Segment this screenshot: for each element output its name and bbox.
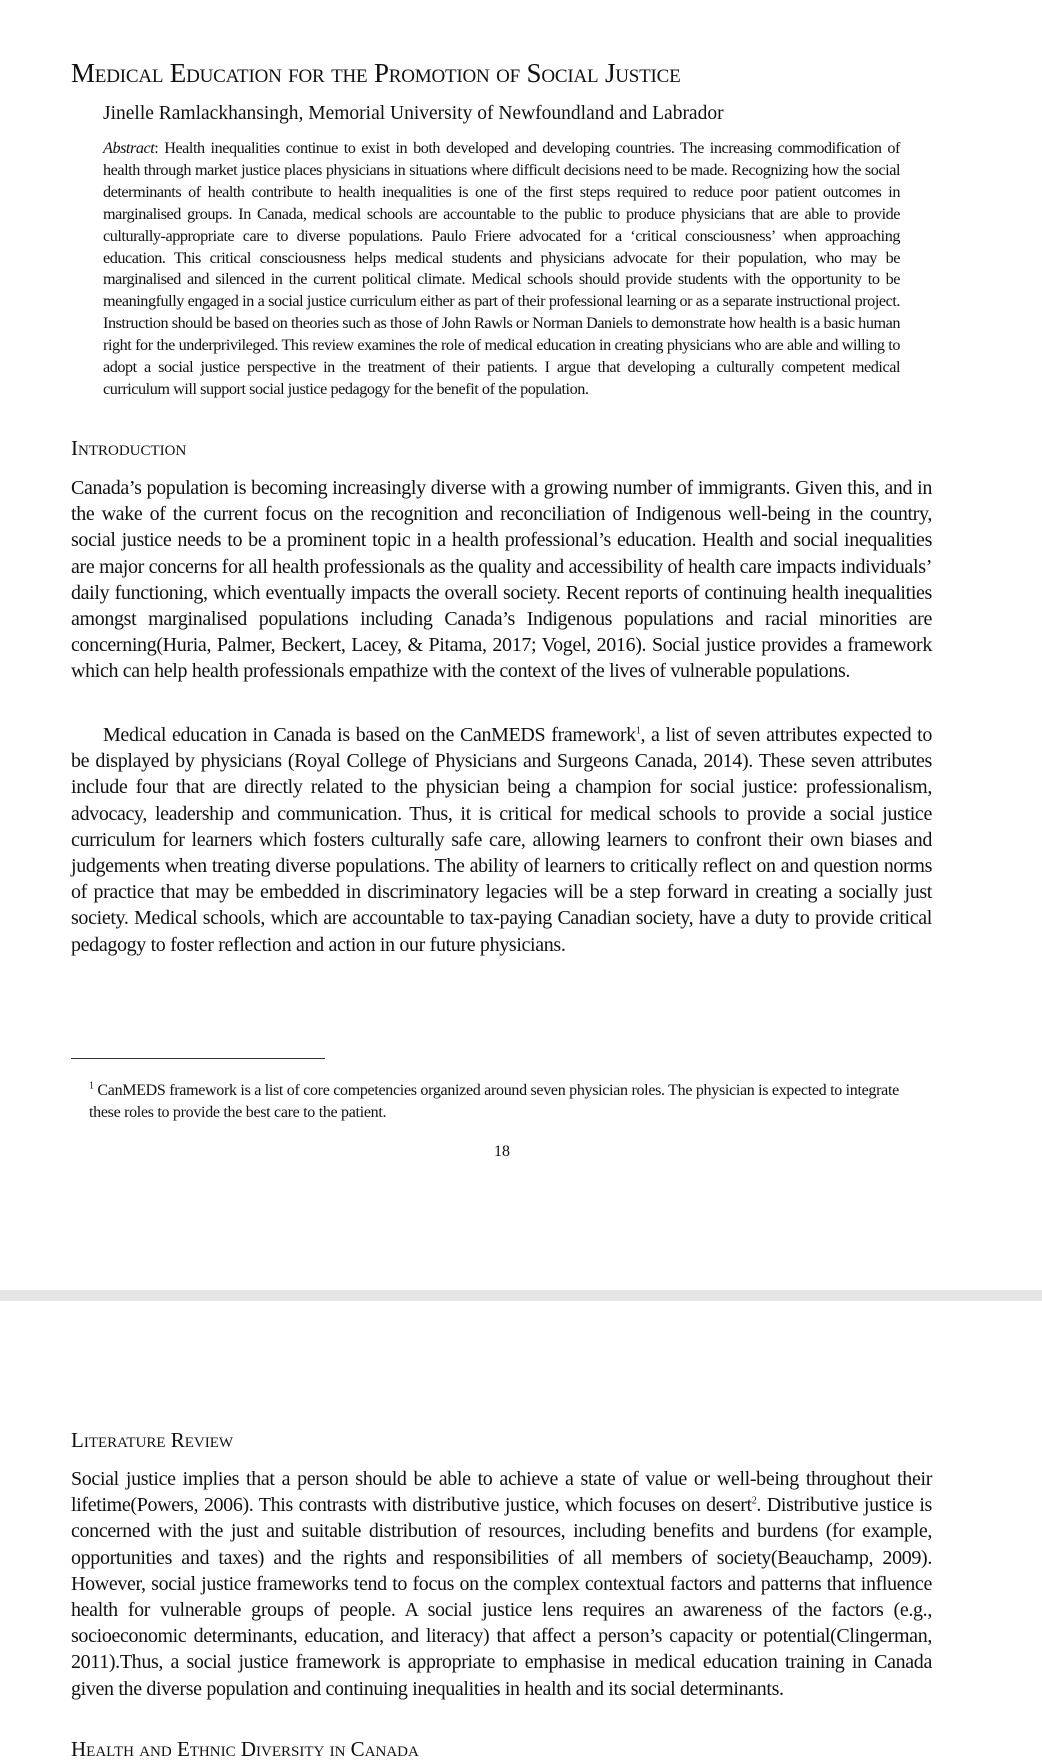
footnote-ref-1[interactable]: 1 xyxy=(635,725,641,737)
abstract-text: : Health inequalities continue to exist in both developed and developing countries. The increasing commodification of health through market justice places physicians in situations where difficult decisions need to be made. Recognizing how the social determinants of health contribute to health inequalities is one of the first steps required to reduce poor patient outcomes in marginalised groups. In Canada, medical schools are accountable to the public to produce physicians that are able to provide culturally-appropriate care to diverse populations. Paulo Friere advocated for a ‘critical consciousness’ when approaching education. This critical consciousness helps medical students and physicians advocate for their population, who may be marginalised and silenced in the current political climate. Medical schools should provide students with the opportunity to be meaningfully engaged in a social justice curriculum either as part of their professional learning or as a separate instructional project. Instruction should be based on theories such as those of John Rawls or Norman Daniels to demonstrate how health is a basic human right for the underprivileged. This review examines the role of medical education in creating physicians who are able and willing to adopt a social justice perspective in the treatment of their patients. I argue that developing a culturally competent medical curriculum will support social justice pedagogy for the benefit of the population. xyxy=(103,139,900,398)
lit-p1-text-a: Social justice implies that a person should be able to achieve a state of value or well-being throughout their lifetime(Powers, 2006). This contrasts with distributive justice, which focuses on desert xyxy=(71,1468,932,1517)
article-title: Medical Education for the Promotion of Social Justice xyxy=(71,58,681,88)
footnote-text: CanMEDS framework is a list of core competencies organized around seven physician roles. The physician is expected to integrate these roles to provide the best care to the patient. xyxy=(89,1082,899,1121)
introduction-heading: Introduction xyxy=(71,436,187,460)
literature-review-paragraph xyxy=(71,1466,932,1702)
abstract-label: Abstract xyxy=(103,139,155,157)
page-number: 18 xyxy=(494,1143,510,1160)
intro-p2-text-a: Medical education in Canada is based on the CanMEDS framework xyxy=(103,724,636,746)
footnote-mark: 1 xyxy=(89,1080,94,1092)
footnote-ref-2[interactable]: 2 xyxy=(751,1495,757,1507)
author-line: Jinelle Ramlackhansingh, Memorial University of Newfoundland and Labrador xyxy=(103,103,724,124)
intro-p2-text-b: , a list of seven attributes expected to be displayed by physicians (Royal College of Physicians and Surgeons Canada, 2014). These seven attributes include four that are directly related to the physician being a champion for social justice: professionalism, advocacy, leadership and communication. Thus, it is critical for medical schools to provide a social justice curriculum for learners which fosters culturally safe care, allowing learners to confront their own biases and judgements when treating diverse populations. The ability of learners to critically reflect on and question norms of practice that may be embedded in discriminatory legacies will be a step forward in creating a socially just society. Medical schools, which are accountable to tax-paying Canadian society, have a duty to provide critical pedagogy to foster reflection and action in our future physicians. xyxy=(71,724,933,956)
health-diversity-heading: Health and Ethnic Diversity in Canada xyxy=(71,1737,419,1761)
intro-paragraph-2 xyxy=(71,722,932,958)
footnote-divider xyxy=(71,1058,325,1059)
literature-review-heading: Literature Review xyxy=(71,1428,234,1452)
intro-paragraph-1: Canada’s population is becoming increasingly diverse with a growing number of immigrants. Given this, and in the wake of the current focus on the recognition and reconciliation of Indigenous well-being in the country, social justice needs to be a prominent topic in a health professional’s education. Health and social inequalities are major concerns for all health professionals as the quality and accessibility of health care impacts individuals’ daily functioning, which eventually impacts the overall society. Recent reports of continuing health inequalities amongst marginalised populations including Canada’s Indigenous populations and racial minorities are concerning(Huria, Palmer, Beckert, Lacey, & Pitama, 2017; Vogel, 2016). Social justice provides a framework which can help health professionals empathize with the context of the lives of vulnerable populations. xyxy=(71,477,932,683)
footnote-1 xyxy=(89,1080,909,1124)
page-separator xyxy=(0,1290,1042,1301)
lit-p1-text-b: . Distributive justice is concerned with the just and suitable distribution of resources, including benefits and burdens (for example, opportunities and taxes) and the rights and responsibilities of all members of society(Beauchamp, 2009). However, social justice frameworks tend to focus on the complex contextual factors and patterns that influence health for vulnerable groups of people. A social justice lens requires an awareness of the factors (e.g., socioeconomic determinants, education, and literacy) that affect a person’s capacity or potential(Clingerman, 2011).Thus, a social justice framework is appropriate to emphasise in medical education training in Canada given the diverse population and continuing inequalities in health and its social determinants. xyxy=(71,1494,932,1700)
abstract xyxy=(103,138,900,401)
